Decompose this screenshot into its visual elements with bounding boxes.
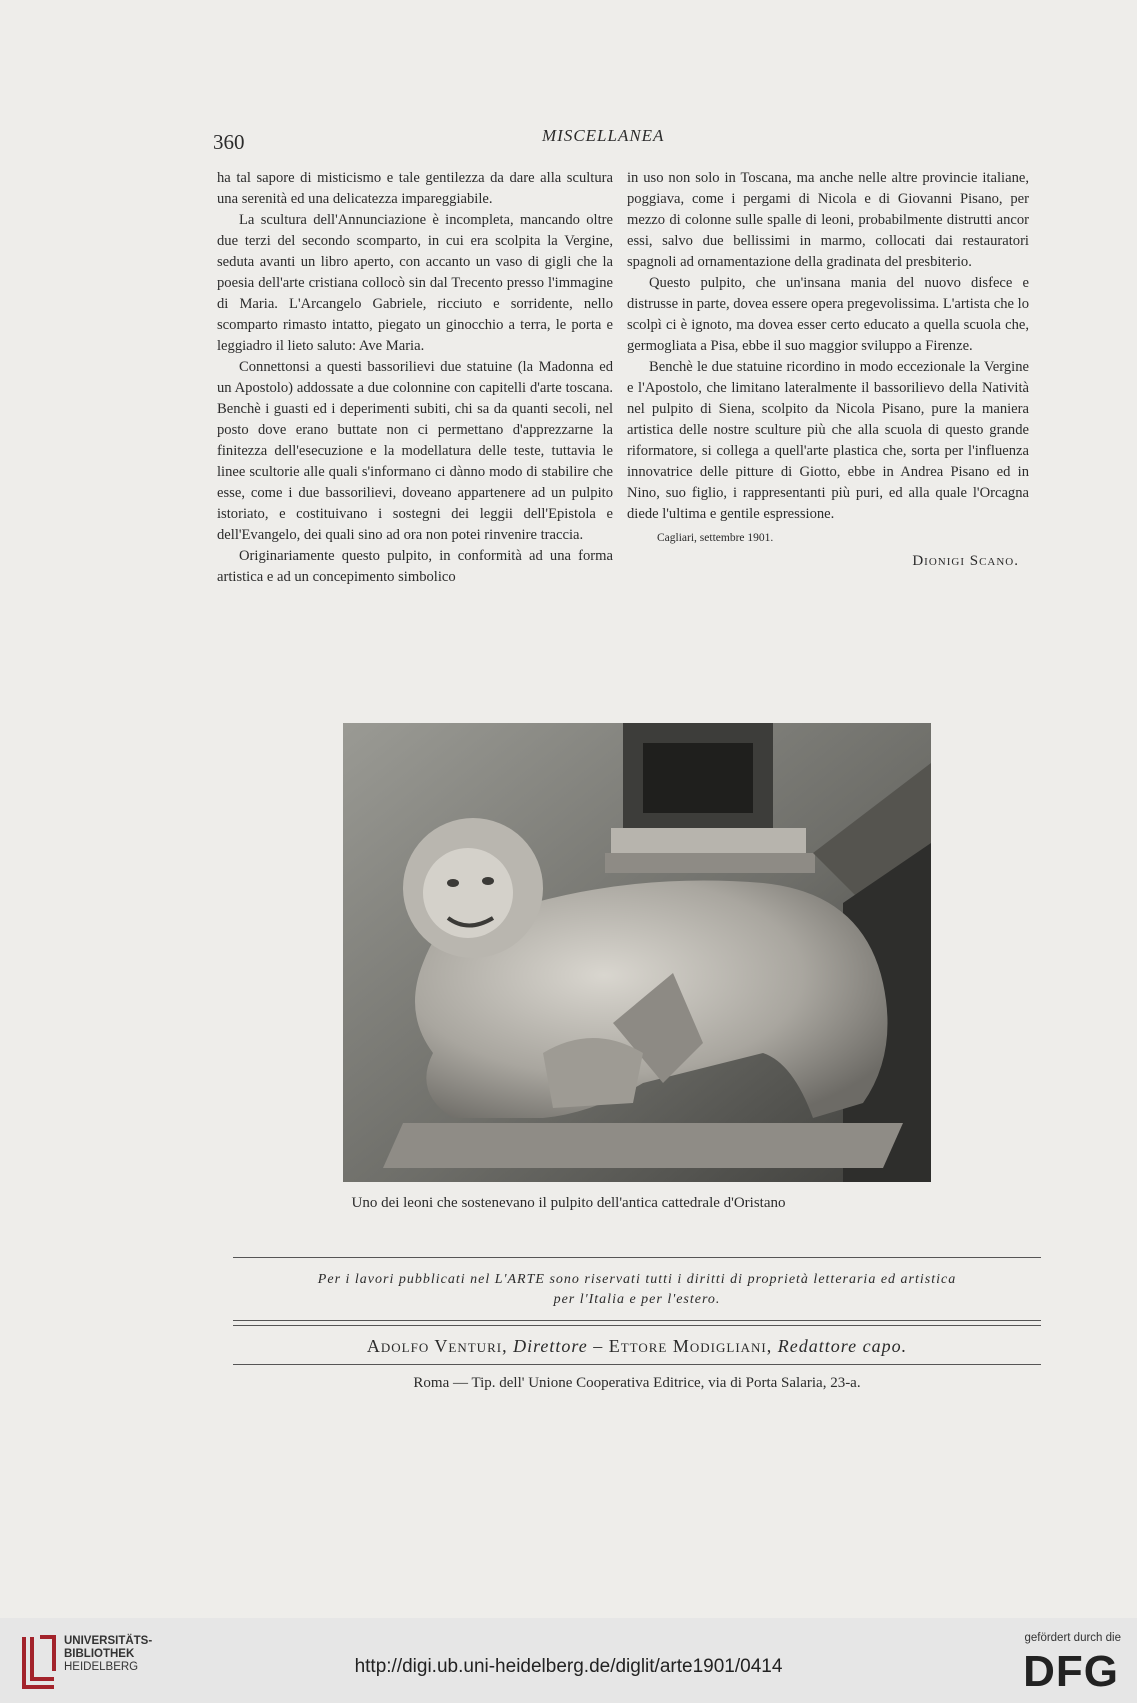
paragraph: La scultura dell'Annunciazione è incompleta, mancando oltre due terzi del secondo scomparto, in cui era scolpita la Vergine, seduta avanti un libro aperto, con accanto un vaso di gigli che la poesia dell'arte cristiana collocò sin dal Trecento presso l'immagine di Maria. L'Arcangelo Gabriele, ricciuto e sorridente, nello scomparto rimasto intatto, piegato un ginocchio a terra, le porta e leggiadro il lieto saluto: Ave Maria. [217, 212, 613, 354]
paragraph: in uso non solo in Toscana, ma anche nelle altre provincie italiane, poggiava, come i pergami di Nicola e di Giovanni Pisano, per mezzo di colonne sulle spalle di leoni, probabilmente distrutti ancor essi, salvo due bellissimi in marmo, collocati dai restauratori spagnoli ad ornamentazione della gradinata del presbiterio. [627, 170, 1029, 270]
author-signature: Dionigi Scano. [912, 553, 1019, 569]
paragraph: ha tal sapore di misticismo e tale gentilezza da dare alla scultura una serenità ed una delicatezza impareggiabile. [217, 170, 613, 207]
running-title: MISCELLANEA [542, 126, 665, 145]
page-number: 360 [213, 130, 245, 154]
dateline: Cagliari, settembre 1901. [657, 532, 774, 544]
digitization-footer [0, 1618, 1137, 1703]
paragraph: Benchè le due statuine ricordino in modo eccezionale la Vergine e l'Apostolo, che limitano lateralmente il bassorilievo della Natività nel pulpito di Siena, scolpito da Nicola Pisano, pure la maniera artistica delle nostre sculture più che alla scuola di questo grande riformatore, si collega a quell'arte plastica che, sorta per l'influenza innovatrice delle pitture di Giotto, ebbe in Andrea Pisano ed in Nino, suo figlio, i rappresentanti più puri, ed alla quale l'Orcagna diede l'ultima e gentile espressione. [627, 359, 1029, 522]
left-column [217, 168, 613, 588]
editor-name: Ettore Modigliani [608, 1336, 767, 1356]
divider [233, 1325, 1041, 1326]
paragraph: Originariamente questo pulpito, in conformità ad una forma artistica e ad un concepimento simbolico [217, 548, 613, 585]
paragraph: Connettonsi a questi bassorilievi due statuine (la Madonna ed un Apostolo) addossate a due colonnine con capitelli d'arte toscana. Benchè i guasti ed i deperimenti subiti, chi sa da quanti secoli, nel posto dove erano buttate non ci permettano d'apprezzarne la finitezza dell'esecuzione e la modellatura delle teste, tuttavia le linee scultorie alle quali s'informano ci dànno modo di stabilire che esse, come i due bassorilievi, doveano appartenere ad un pulpito istoriato, e costituivano i sostegni dei leggii dell'Epistola e dell'Evangelo, dei quali sino ad ora non potei rinvenire traccia. [217, 359, 613, 543]
library-name-line: HEIDELBERG [64, 1661, 139, 1673]
library-name-line: UNIVERSITÄTS- [64, 1635, 153, 1647]
divider [233, 1320, 1041, 1321]
permalink[interactable]: http://digi.ub.uni-heidelberg.de/diglit/arte1901/0414 [354, 1656, 783, 1677]
paragraph: Questo pulpito, che un'insana mania del nuovo disfece e distrusse in parte, dovea essere opera pregevolissima. L'artista che lo scolpì ci è ignoto, ma dovea esser certo educato a quella scuola che, germogliata a Pisa, ebbe il suo maggior sviluppo a Firenze. [627, 275, 1029, 354]
director-name: Adolfo Venturi [366, 1336, 503, 1356]
editor-role: Redattore capo. [777, 1336, 908, 1356]
director-role: Direttore [513, 1336, 588, 1356]
divider [233, 1257, 1041, 1258]
dfg-logo: DFG [1023, 1647, 1119, 1696]
printer-line: Roma — Tip. dell' Unione Cooperativa Editrice, via di Porta Salaria, 23-a. [413, 1375, 861, 1391]
rights-line-1: Per i lavori pubblicati nel L'ARTE sono riservati tutti i diritti di proprietà letteraria ed artistica [317, 1272, 957, 1287]
lion-sculpture-photo [343, 723, 931, 1182]
figure-caption: Uno dei leoni che sostenevano il pulpito dell'antica cattedrale d'Oristano [351, 1195, 786, 1211]
lion-photo-illustration [343, 723, 931, 1182]
funding-note: gefördert durch die [1024, 1632, 1121, 1644]
editors-line: Adolfo Venturi, Direttore – Ettore Modigliani, Redattore capo. [366, 1336, 908, 1356]
rights-line-2: per l'Italia e per l'estero. [553, 1292, 721, 1307]
divider [233, 1364, 1041, 1365]
right-column [627, 168, 1029, 572]
rights-notice [233, 1270, 1041, 1310]
library-name-line: BIBLIOTHEK [64, 1648, 135, 1660]
